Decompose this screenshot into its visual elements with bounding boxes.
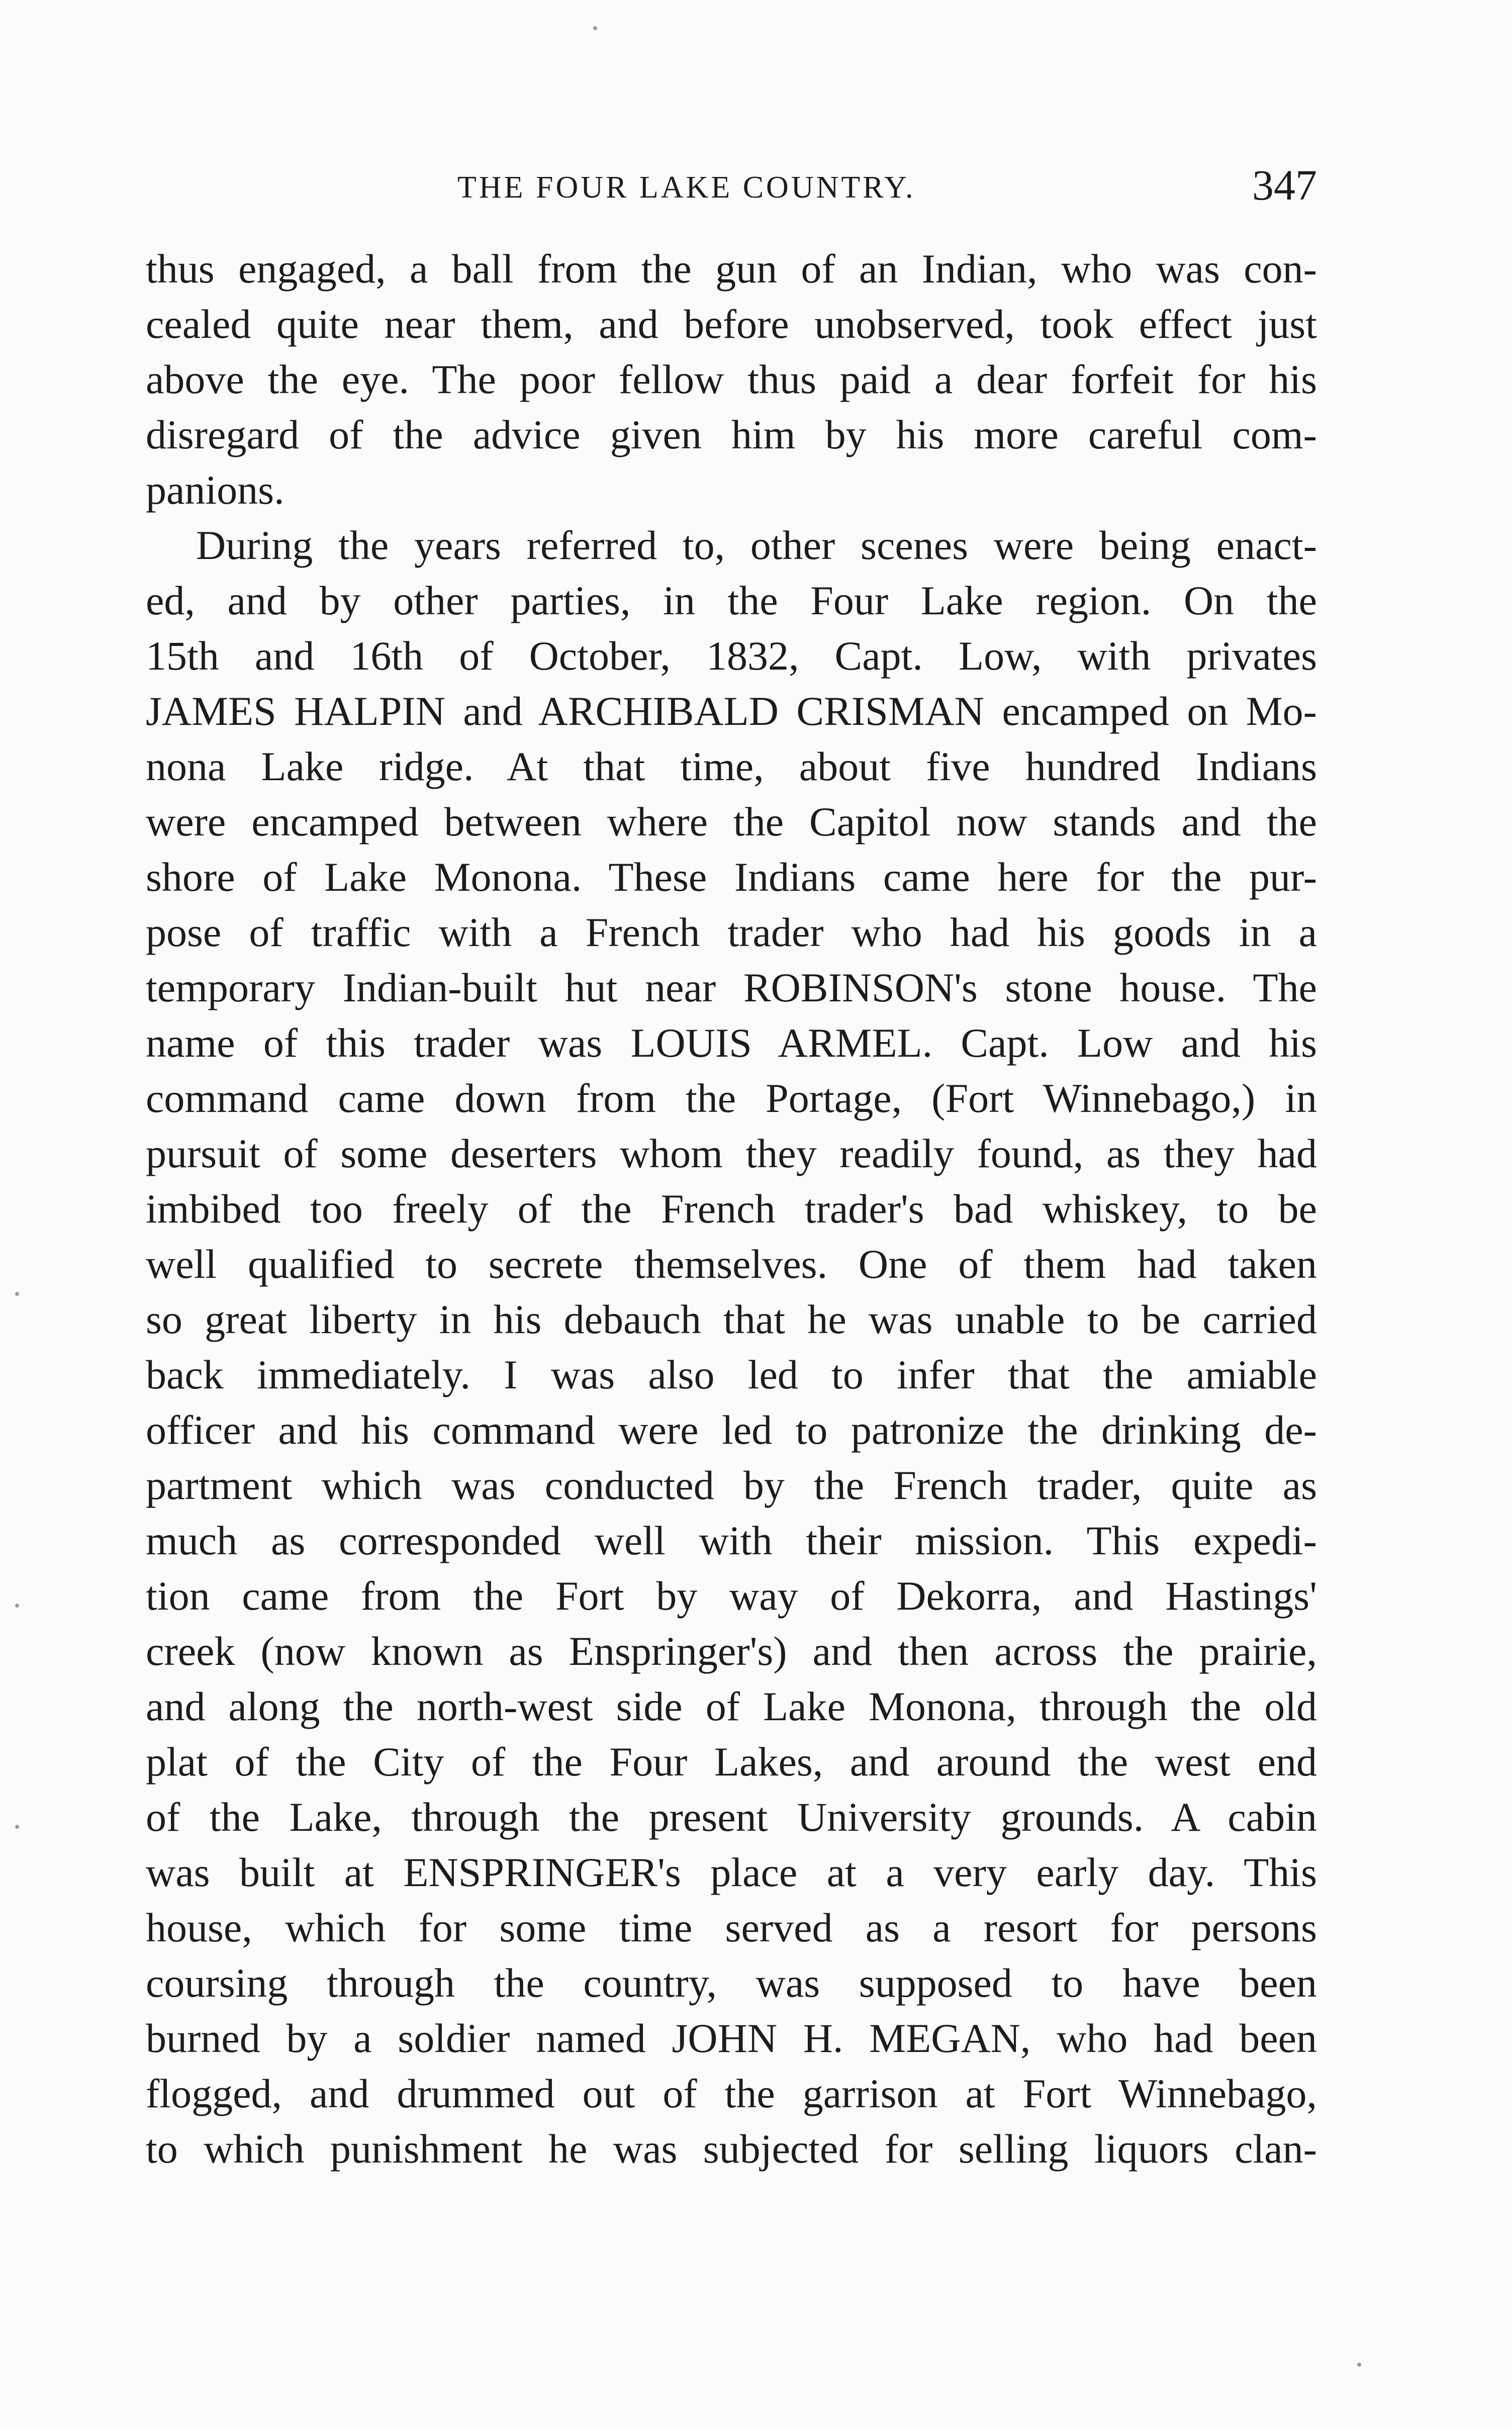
text-line: 15th and 16th of October, 1832, Capt. Low, with privates: [146, 633, 1317, 679]
text-line: imbibed too freely of the French trader's bad whiskey, to be: [146, 1186, 1317, 1232]
text-line: above the eye. The poor fellow thus paid a dear forfeit for his: [146, 356, 1317, 402]
text-line: were encamped between where the Capitol now stands and the: [146, 799, 1317, 845]
text-line: creek (now known as Enspringer's) and then across the prairie,: [146, 1628, 1317, 1674]
text-line: During the years referred to, other scenes were being enact-: [196, 522, 1317, 568]
text-line: plat of the City of the Four Lakes, and around the west end: [146, 1739, 1317, 1785]
text-line: name of this trader was LOUIS ARMEL. Capt. Low and his: [146, 1020, 1317, 1066]
text-line: burned by a soldier named JOHN H. MEGAN, who had been: [146, 2015, 1317, 2061]
text-line: panions.: [146, 467, 285, 513]
text-line: tion came from the Fort by way of Dekorra, and Hastings': [146, 1573, 1317, 1619]
paper-speck: [15, 1604, 19, 1608]
paper-speck: [593, 26, 597, 30]
text-line: was built at ENSPRINGER's place at a very early day. This: [146, 1849, 1317, 1895]
running-title: THE FOUR LAKE COUNTRY.: [457, 170, 916, 205]
paper-speck: [15, 1292, 19, 1296]
text-line: so great liberty in his debauch that he was unable to be carried: [146, 1296, 1317, 1342]
page-number: 347: [1252, 161, 1317, 209]
text-line: coursing through the country, was supposed to have been: [146, 1960, 1317, 2006]
text-line: JAMES HALPIN and ARCHIBALD CRISMAN encamped on Mo-: [146, 688, 1317, 734]
text-line: disregard of the advice given him by his more careful com-: [146, 412, 1317, 457]
text-line: pursuit of some deserters whom they readily found, as they had: [146, 1131, 1317, 1176]
text-line: well qualified to secrete themselves. One of them had taken: [146, 1241, 1317, 1287]
text-line: temporary Indian-built hut near ROBINSON's stone house. The: [146, 965, 1317, 1010]
running-head: [146, 160, 1317, 215]
text-line: ed, and by other parties, in the Four Lake region. On the: [146, 578, 1317, 623]
text-line: pose of traffic with a French trader who had his goods in a: [146, 909, 1317, 955]
paper-speck: [1357, 2363, 1361, 2367]
text-line: partment which was conducted by the French trader, quite as: [146, 1462, 1317, 1508]
text-line: much as corresponded well with their mission. This expedi-: [146, 1518, 1317, 1563]
text-line: back immediately. I was also led to infer that the amiable: [146, 1352, 1317, 1397]
text-line: to which punishment he was subjected for selling liquors clan-: [146, 2126, 1317, 2172]
text-line: shore of Lake Monona. These Indians came here for the pur-: [146, 854, 1317, 900]
text-line: flogged, and drummed out of the garrison at Fort Winnebago,: [146, 2071, 1317, 2116]
text-line: officer and his command were led to patronize the drinking de-: [146, 1407, 1317, 1453]
text-line: and along the north-west side of Lake Monona, through the old: [146, 1684, 1317, 1729]
paper-speck: [15, 1825, 19, 1829]
text-line: of the Lake, through the present University grounds. A cabin: [146, 1794, 1317, 1840]
text-line: house, which for some time served as a resort for persons: [146, 1905, 1317, 1950]
text-line: nona Lake ridge. At that time, about five hundred Indians: [146, 743, 1317, 789]
text-line: command came down from the Portage, (Fort Winnebago,) in: [146, 1075, 1317, 1121]
text-line: thus engaged, a ball from the gun of an Indian, who was con-: [146, 246, 1317, 292]
text-line: cealed quite near them, and before unobserved, took effect just: [146, 301, 1317, 347]
